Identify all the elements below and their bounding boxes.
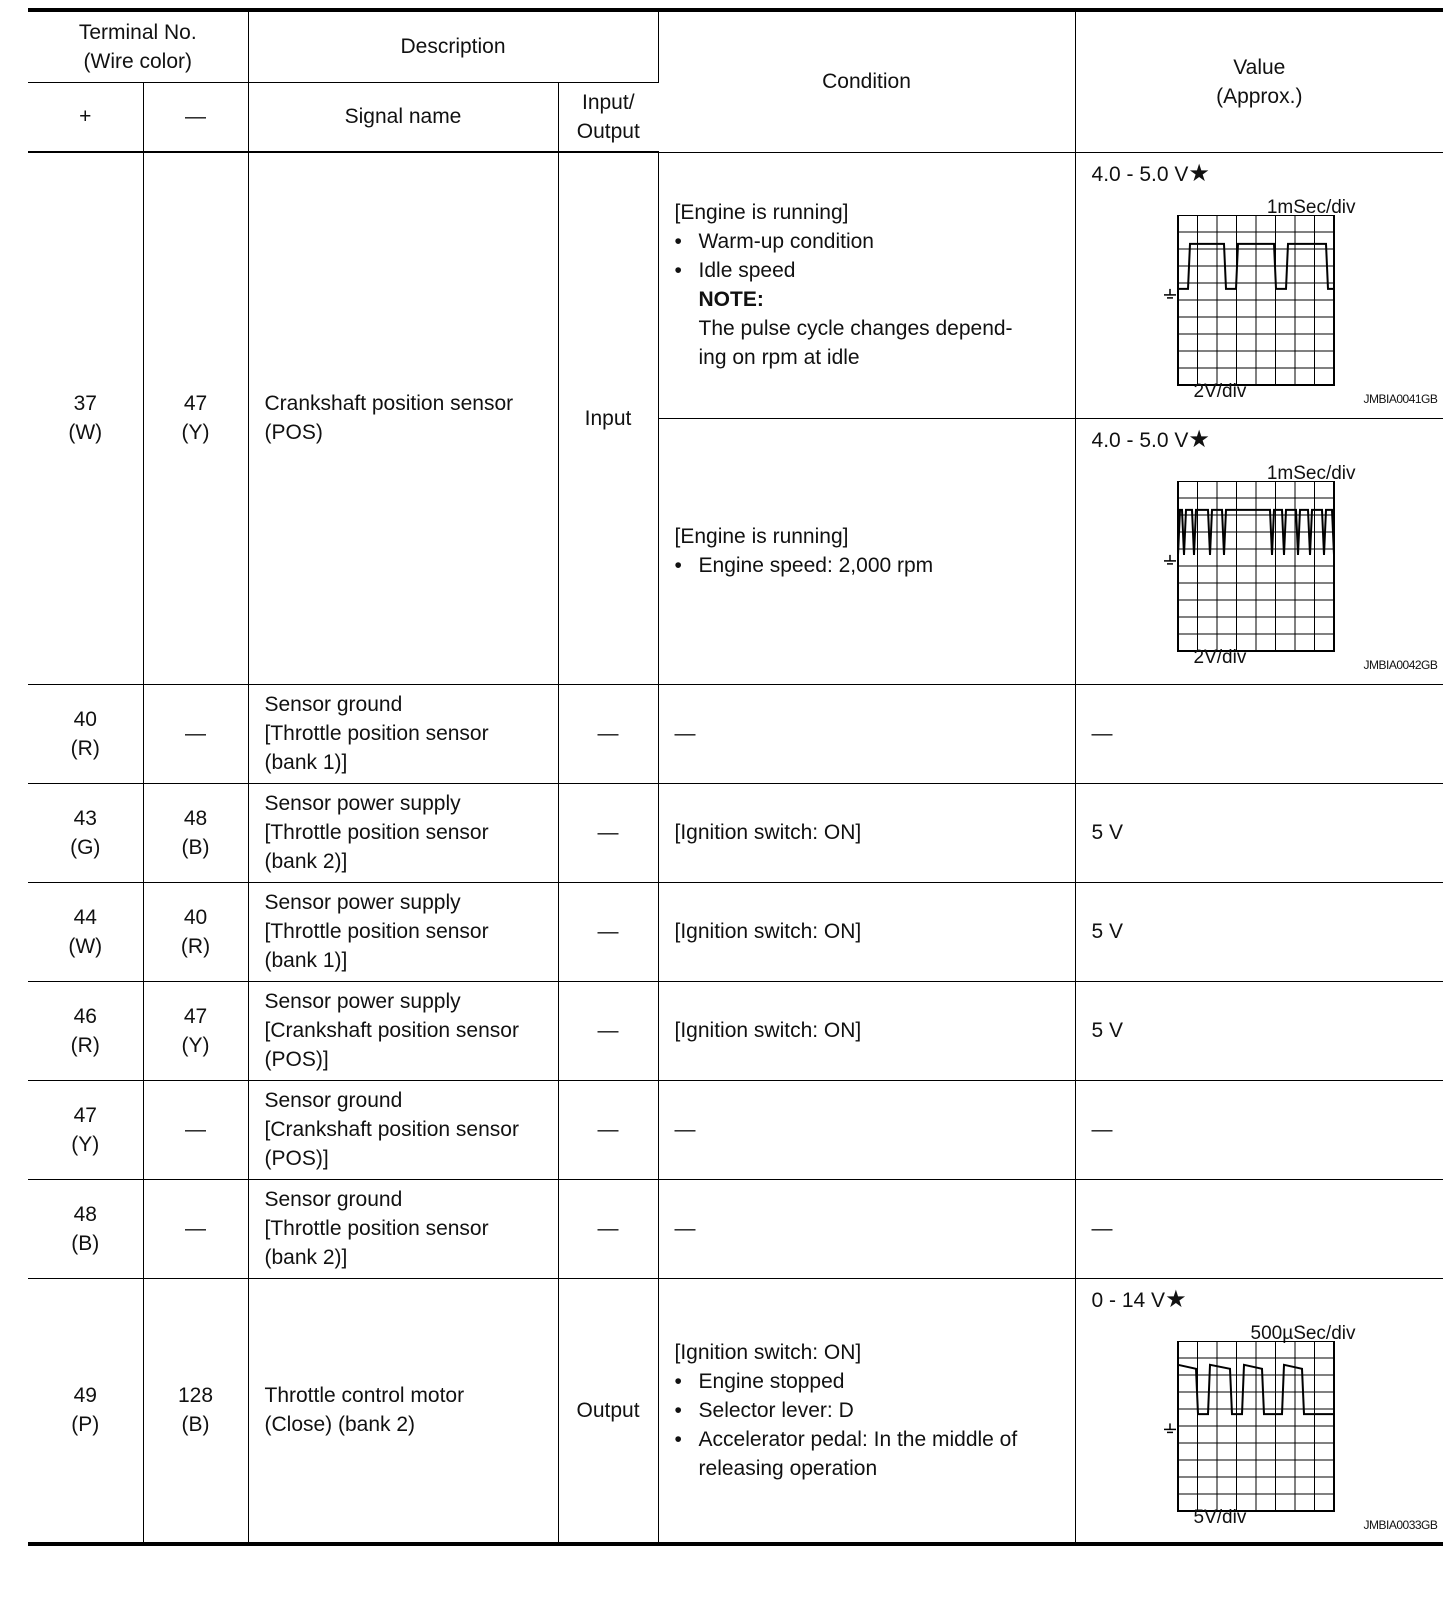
plus-terminal (28, 152, 143, 684)
wire-color: (Y) (181, 1033, 210, 1057)
time-div-label: 1mSec/div (1266, 196, 1356, 218)
signal-name (248, 1179, 558, 1278)
terminal-number: 37 (73, 392, 97, 416)
terminal-number: 47 (73, 1103, 97, 1127)
minus-header: — (143, 82, 248, 152)
signal-name (248, 783, 558, 882)
signal-line: (bank 1)] (264, 949, 348, 972)
approx-label: (Approx.) (1216, 84, 1303, 108)
condition-bullet: • Engine speed: 2,000 rpm (675, 551, 1067, 580)
figure-ref: JMBIA0041GB (1363, 391, 1438, 406)
condition-title: [Engine is running] (674, 201, 849, 224)
signal-line: Sensor power supply (264, 891, 461, 914)
wire-color: (G) (70, 835, 101, 859)
figure-ref: JMBIA0033GB (1363, 1517, 1438, 1532)
signal-line: (POS)] (264, 1147, 329, 1170)
io-cell: — (558, 684, 658, 783)
terminal-number: 40 (183, 905, 208, 929)
signal-line: [Crankshaft position sensor (264, 1019, 519, 1042)
terminal-number: 44 (73, 905, 97, 929)
table-row (28, 981, 1443, 1080)
wire-color-label: (Wire color) (83, 49, 192, 73)
signal-name (248, 981, 558, 1080)
condition-title: [Ignition switch: ON] (674, 1340, 862, 1364)
waveform-grid (1156, 215, 1356, 395)
value-text (1092, 1285, 1187, 1315)
terminal-number: 43 (73, 806, 97, 830)
minus-terminal (143, 882, 248, 981)
value-range: 0 - 14 V (1091, 1288, 1166, 1312)
value-cell: 5 V (1075, 882, 1443, 981)
wire-color: (Y) (71, 1132, 100, 1156)
io-cell: — (558, 783, 658, 882)
value-cell: — (1075, 684, 1443, 783)
condition-bullet: • Accelerator pedal: In the middle of (675, 1425, 1067, 1454)
condition-cell (658, 418, 1075, 684)
minus-terminal: — (143, 1080, 248, 1179)
plus-terminal (28, 882, 143, 981)
terminal-number: 128 (177, 1384, 214, 1408)
waveform-grid (1156, 481, 1356, 661)
star-icon: ★ (1165, 1285, 1187, 1313)
note-title: NOTE: (698, 288, 764, 311)
condition-cell: [Ignition switch: ON] (658, 882, 1075, 981)
minus-terminal: — (143, 1179, 248, 1278)
condition-bullet: • Selector lever: D (675, 1396, 1067, 1425)
plus-terminal (28, 1080, 143, 1179)
wire-color: (R) (70, 736, 100, 760)
wire-color: (W) (68, 421, 103, 445)
table-row (28, 1278, 1443, 1544)
signal-line: (POS) (264, 421, 323, 445)
wire-color: (Y) (181, 421, 210, 445)
condition-bullet: • Engine stopped (675, 1367, 1067, 1396)
signal-line: (bank 1)] (264, 751, 348, 774)
condition-header: Condition (658, 10, 1075, 152)
terminal-number: 49 (73, 1384, 97, 1408)
terminal-header (28, 10, 248, 82)
value-cell: 5 V (1075, 783, 1443, 882)
signal-name-header: Signal name (248, 82, 558, 152)
plus-terminal (28, 1179, 143, 1278)
condition-cell (658, 152, 1075, 418)
signal-line: [Throttle position sensor (264, 821, 489, 844)
condition-cell: [Ignition switch: ON] (658, 783, 1075, 882)
condition-cell: — (658, 684, 1075, 783)
terminal-number: 47 (183, 1004, 208, 1028)
value-text (1092, 159, 1210, 189)
signal-name (248, 1080, 558, 1179)
io-cell: — (558, 1179, 658, 1278)
minus-terminal (143, 1278, 248, 1544)
value-cell (1075, 152, 1443, 418)
value-cell (1075, 1278, 1443, 1544)
signal-line: Sensor power supply (264, 990, 461, 1013)
condition-cell (658, 1278, 1075, 1544)
signal-line: (POS)] (264, 1048, 329, 1071)
table-row (28, 152, 1443, 418)
table-row (28, 1179, 1443, 1278)
minus-terminal (143, 981, 248, 1080)
condition-bullet: • Warm-up condition (675, 227, 1067, 256)
description-header: Description (248, 10, 658, 82)
terminal-number: 47 (183, 392, 208, 416)
waveform-grid (1156, 1341, 1356, 1521)
oscilloscope-figure (1116, 193, 1436, 413)
plus-terminal (28, 981, 143, 1080)
value-cell: — (1075, 1080, 1443, 1179)
wire-color: (R) (180, 934, 211, 958)
volt-div-label: 2V/div (1193, 646, 1247, 668)
plus-terminal (28, 1278, 143, 1544)
signal-line: Sensor ground (264, 1188, 403, 1211)
signal-line: [Throttle position sensor (264, 1217, 489, 1240)
table-row (28, 882, 1443, 981)
wire-color: (B) (71, 1231, 100, 1255)
terminal-number: 48 (183, 806, 208, 830)
note-body: The pulse cycle changes depend- (698, 317, 1013, 340)
io-label-2: Output (576, 119, 640, 143)
signal-name (248, 684, 558, 783)
condition-cell: [Ignition switch: ON] (658, 981, 1075, 1080)
signal-line: [Crankshaft position sensor (264, 1118, 519, 1141)
wire-color: (B) (181, 1413, 210, 1437)
terminal-number: 46 (73, 1004, 97, 1028)
value-cell: — (1075, 1179, 1443, 1278)
signal-line: Crankshaft position sensor (264, 392, 514, 416)
io-cell: — (558, 882, 658, 981)
io-cell: — (558, 1080, 658, 1179)
signal-line: Sensor ground (264, 693, 403, 716)
value-cell: 5 V (1075, 981, 1443, 1080)
io-label-1: Input/ (581, 90, 635, 114)
minus-terminal (143, 152, 248, 684)
star-icon: ★ (1188, 159, 1210, 187)
condition-bullet-continued: releasing operation (698, 1456, 878, 1480)
signal-name (248, 1278, 558, 1544)
io-header (558, 82, 658, 152)
condition-title: [Engine is running] (674, 525, 849, 548)
signal-name (248, 152, 558, 684)
star-icon: ★ (1188, 425, 1210, 453)
terminal-number: 40 (73, 707, 97, 731)
note-body: ing on rpm at idle (698, 346, 860, 369)
signal-line: [Throttle position sensor (264, 722, 489, 745)
condition-cell: — (658, 1179, 1075, 1278)
condition-cell: — (658, 1080, 1075, 1179)
signal-line: Throttle control motor (264, 1384, 465, 1408)
table-row (28, 1080, 1443, 1179)
wire-color: (P) (71, 1413, 100, 1437)
oscilloscope-figure (1116, 459, 1436, 679)
signal-name (248, 882, 558, 981)
io-cell: — (558, 981, 658, 1080)
io-cell: Output (558, 1278, 658, 1544)
minus-terminal (143, 783, 248, 882)
plus-terminal (28, 783, 143, 882)
table-row (28, 684, 1443, 783)
wire-color: (R) (70, 1033, 100, 1057)
signal-line: Sensor power supply (264, 792, 461, 815)
minus-terminal: — (143, 684, 248, 783)
figure-ref: JMBIA0042GB (1363, 657, 1438, 672)
wire-color: (B) (181, 835, 210, 859)
oscilloscope-figure (1116, 1319, 1436, 1539)
terminal-number: 48 (73, 1202, 97, 1226)
signal-line: [Throttle position sensor (264, 920, 489, 943)
signal-line: Sensor ground (264, 1089, 403, 1112)
value-range: 4.0 - 5.0 V (1091, 162, 1189, 186)
terminal-no-label: Terminal No. (78, 20, 197, 44)
signal-line: (bank 2)] (264, 1246, 348, 1269)
io-cell: Input (558, 152, 658, 684)
value-label: Value (1233, 55, 1286, 79)
table-row (28, 783, 1443, 882)
condition-bullet: • Idle speed (675, 256, 1067, 285)
terminal-table (28, 8, 1443, 1546)
plus-terminal (28, 684, 143, 783)
signal-line: (bank 2)] (264, 850, 348, 873)
time-div-label: 500µSec/div (1250, 1322, 1356, 1344)
value-cell (1075, 418, 1443, 684)
value-range: 4.0 - 5.0 V (1091, 428, 1189, 452)
signal-line: (Close) (bank 2) (264, 1413, 416, 1437)
value-text (1092, 425, 1210, 455)
volt-div-label: 5V/div (1193, 1506, 1247, 1528)
plus-header: + (28, 82, 143, 152)
time-div-label: 1mSec/div (1266, 462, 1356, 484)
value-header (1075, 10, 1443, 152)
volt-div-label: 2V/div (1193, 380, 1247, 402)
wire-color: (W) (68, 934, 103, 958)
